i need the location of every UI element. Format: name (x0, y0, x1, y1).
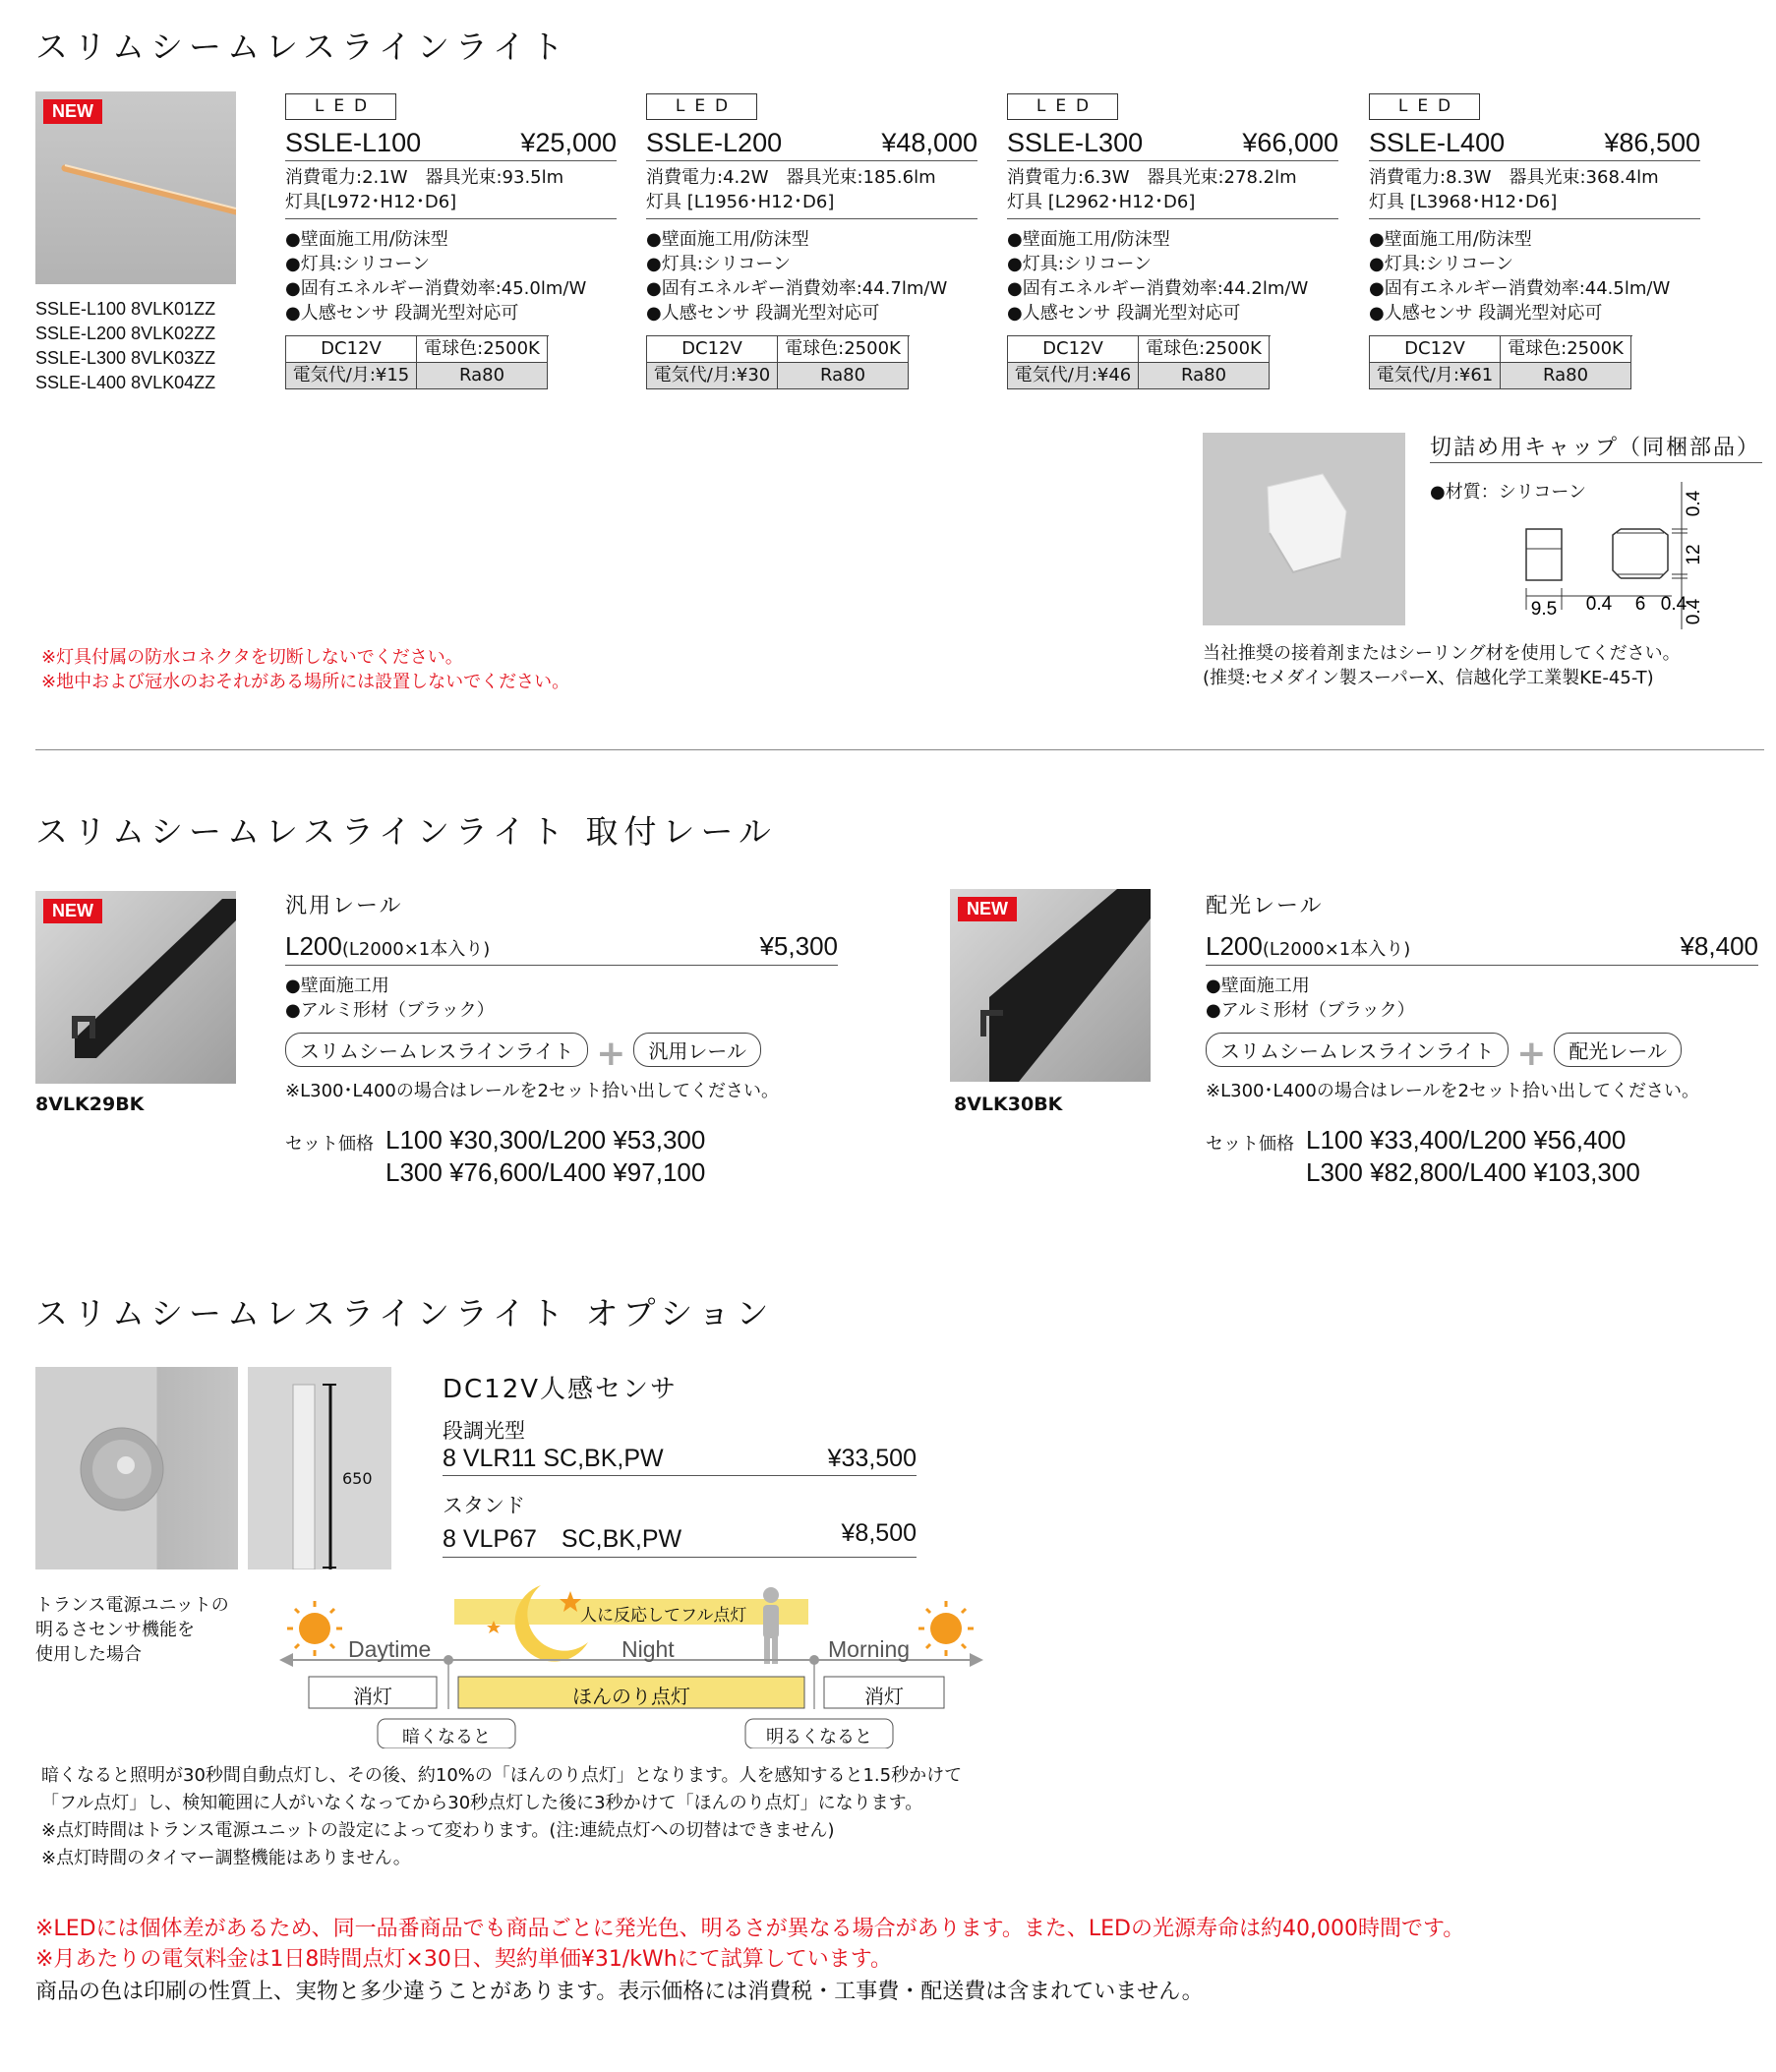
sensor-caption (35, 1593, 229, 1667)
cost-cell: 電気代/月:¥46 (1008, 363, 1139, 389)
feature-item: ●灯具:シリコーン (1007, 254, 1153, 274)
color-cell: 電球色:2500K (778, 336, 909, 363)
section-divider (35, 749, 1764, 750)
ra-cell: Ra80 (417, 363, 548, 389)
ra-cell: Ra80 (1139, 363, 1270, 389)
rail-model-row (285, 931, 838, 966)
night-label: Night (622, 1636, 675, 1662)
cost-cell: 電気代/月:¥61 (1370, 363, 1501, 389)
cap-photo (1203, 433, 1405, 625)
section-title-rail: スリムシームレスラインライト 取付レール (35, 812, 777, 851)
new-badge: NEW (958, 897, 1017, 921)
sensor-model: 8 VLR11 SC,BK,PW (443, 1445, 664, 1472)
cap-material: ●材質：シリコーン (1430, 482, 1586, 503)
stand-model: 8 VLP67 SC,BK,PW (443, 1525, 682, 1553)
voltage-cell: DC12V (286, 336, 417, 363)
sensor-title: DC12V人感センサ (443, 1375, 679, 1404)
spec-table (1007, 335, 1271, 389)
cap-dim-label: 0.4 (1684, 598, 1704, 625)
stand-price: ¥8,500 (841, 1519, 917, 1547)
combo-pill-rail: 配光レール (1554, 1033, 1682, 1067)
product-card-l200 (646, 93, 977, 389)
feature-item: ●壁面施工用 (285, 976, 389, 996)
cost-cell: 電気代/月:¥15 (286, 363, 417, 389)
caption-line: 明るさセンサ機能を (35, 1620, 195, 1640)
feature-item: ●灯具:シリコーン (646, 254, 792, 274)
warning-text: ※灯具付属の防水コネクタを切断しないでください。 (41, 647, 463, 668)
cap-dim-label: 0.4 (1660, 594, 1687, 615)
off-label: 消灯 (864, 1685, 904, 1708)
new-badge: NEW (43, 99, 102, 124)
feature-item: ●アルミ形材（ブラック） (285, 1000, 495, 1021)
product-code: SSLE-L200 8VLK02ZZ (35, 324, 216, 343)
set-price-label: セット価格 (1206, 1133, 1294, 1154)
model-price: ¥66,000 (1242, 128, 1338, 157)
cap-dim-label: 12 (1684, 544, 1704, 565)
led-tag: LED (1369, 93, 1480, 120)
plus-icon: + (1516, 1033, 1547, 1074)
sun-icon-right (918, 1601, 974, 1656)
feature-item: ●灯具:シリコーン (1369, 254, 1514, 274)
sensor-note: 暗くなると照明が30秒間自動点灯し、その後、約10%の「ほんのり点灯」となります。人を感知すると1.5秒かけて (41, 1765, 963, 1786)
set-price-line: L100 ¥30,300/L200 ¥53,300 (385, 1124, 706, 1154)
feature-item: ●壁面施工用/防沫型 (646, 229, 809, 250)
spec-size: 灯具 [L3968･H12･D6] (1369, 192, 1558, 212)
rail-note: ※L300･L400の場合はレールを2セット拾い出してください。 (1206, 1080, 1699, 1101)
led-tag: LED (646, 93, 757, 120)
set-price-line: L100 ¥33,400/L200 ¥56,400 (1306, 1124, 1627, 1154)
voltage-cell: DC12V (1008, 336, 1139, 363)
rail-code: 8VLK29BK (35, 1094, 145, 1115)
bright-trigger-label: 明るくなると (766, 1727, 872, 1747)
spec-size: 灯具 [L2962･H12･D6] (1007, 192, 1196, 212)
daytime-label: Daytime (348, 1636, 432, 1662)
installation-warnings (41, 645, 569, 694)
cost-cell: 電気代/月:¥30 (647, 363, 778, 389)
rail-qty: (L2000×1本入り) (341, 939, 491, 960)
caption-line: 使用した場合 (35, 1644, 142, 1665)
model-row (1007, 125, 1338, 161)
feature-list (1369, 218, 1700, 326)
ra-cell: Ra80 (1501, 363, 1631, 389)
color-cell: 電球色:2500K (1139, 336, 1270, 363)
rail-photo-general (35, 891, 236, 1084)
spec-power: 消費電力:4.2W 器具光束:185.6lm (646, 167, 936, 188)
set-price-line: L300 ¥82,800/L400 ¥103,300 (1306, 1156, 1640, 1187)
feature-item: ●固有エネルギー消費効率:44.5lm/W (1369, 278, 1671, 299)
person-icon (763, 1587, 779, 1664)
sensor-type: 段調光型 (443, 1419, 525, 1443)
spec-power: 消費電力:2.1W 器具光束:93.5lm (285, 167, 564, 188)
line-light-illustration (35, 91, 236, 284)
model-price: ¥86,500 (1604, 128, 1700, 157)
combo-pill-light: スリムシームレスラインライト (1206, 1033, 1509, 1067)
rail-name: 配光レール (1206, 894, 1324, 918)
rail-info-distribution (1206, 889, 1758, 1189)
sensor-note: ※点灯時間はトランス電源ユニットの設定によって変わります。(注:連続点灯への切替はできません) (41, 1820, 835, 1841)
sensor-info (443, 1369, 917, 1558)
stand-type: スタンド (443, 1494, 525, 1517)
feature-item: ●人感センサ 段調光型対応可 (646, 303, 880, 324)
model-row (646, 125, 977, 161)
feature-item: ●固有エネルギー消費効率:45.0lm/W (285, 278, 587, 299)
product-code: SSLE-L100 8VLK01ZZ (35, 299, 216, 319)
rail-model: L200 (285, 931, 342, 961)
sensor-notes (41, 1762, 962, 1872)
product-card-l400 (1369, 93, 1700, 389)
spec-size: 灯具[L972･H12･D6] (285, 192, 457, 212)
rail-model-row (1206, 931, 1758, 966)
footer-notes (35, 1914, 1464, 2010)
led-tag: LED (1007, 93, 1118, 120)
feature-list (646, 218, 977, 326)
rail-photo-light-distribution (950, 889, 1151, 1082)
feature-item: ●人感センサ 段調光型対応可 (1007, 303, 1241, 324)
product-photo-light (35, 91, 236, 284)
led-tag: LED (285, 93, 396, 120)
sensor-illustration (35, 1367, 238, 1569)
rail-qty: (L2000×1本入り) (1262, 939, 1411, 960)
sensor-photo (35, 1367, 238, 1569)
feature-item: ●壁面施工用 (1206, 976, 1310, 996)
new-badge: NEW (43, 899, 102, 923)
feature-item: ●アルミ形材（ブラック） (1206, 1000, 1415, 1021)
sensor-price: ¥33,500 (827, 1445, 917, 1472)
feature-item: ●固有エネルギー消費効率:44.7lm/W (646, 278, 948, 299)
model-row (285, 125, 617, 161)
footer-red-note: ※LEDには個体差があるため、同一品番商品でも商品ごとに発光色、明るさが異なる場合があります。また、LEDの光源寿命は約40,000時間です。 (35, 1917, 1465, 1941)
sun-icon-left (287, 1601, 342, 1656)
footer-note: 商品の色は印刷の性質上、実物と多少違うことがあります。表示価格には消費税・工事費・配送費は含まれていません。 (35, 1980, 1204, 2004)
stand-height: 650 (342, 1469, 373, 1488)
cap-dim-label: 0.4 (1585, 594, 1613, 615)
combo-pill-rail: 汎用レール (633, 1033, 761, 1067)
lighting-timeline-diagram (275, 1581, 983, 1748)
morning-label: Morning (828, 1636, 911, 1662)
spec-table (646, 335, 910, 389)
cap-dimension-drawing (1514, 472, 1741, 639)
model-name: SSLE-L200 (646, 128, 783, 157)
voltage-cell: DC12V (647, 336, 778, 363)
warning-text: ※地中および冠水のおそれがある場所には設置しないでください。 (41, 672, 570, 692)
rail-code: 8VLK30BK (954, 1094, 1063, 1115)
rail-price: ¥5,300 (759, 931, 838, 961)
cap-note: 当社推奨の接着剤またはシーリング材を使用してください。 (1203, 643, 1681, 664)
combo-pill-light: スリムシームレスラインライト (285, 1033, 588, 1067)
ra-cell: Ra80 (778, 363, 909, 389)
sensor-note: ※点灯時間のタイマー調整機能はありません。 (41, 1848, 411, 1868)
cap-title: 切詰め用キャップ（同梱部品） (1430, 436, 1761, 460)
model-name: SSLE-L400 (1369, 128, 1506, 157)
feature-item: ●人感センサ 段調光型対応可 (1369, 303, 1603, 324)
off-label: 消灯 (353, 1685, 392, 1708)
cap-dim-label: 9.5 (1530, 599, 1558, 620)
sensor-note: 「フル点灯」し、検知範囲に人がいなくなってから30秒点灯した後に3秒かけて「ほんのり点灯」になります。 (41, 1793, 923, 1813)
feature-list (285, 218, 617, 326)
spec-table (285, 335, 549, 389)
full-light-banner: 人に反応してフル点灯 (580, 1606, 747, 1626)
caption-line: トランス電源ユニットの (35, 1595, 229, 1616)
spec-size: 灯具 [L1956･H12･D6] (646, 192, 835, 212)
feature-item: ●壁面施工用/防沫型 (1007, 229, 1170, 250)
section-title-light: スリムシームレスラインライト (35, 28, 570, 66)
spec-power: 消費電力:6.3W 器具光束:278.2lm (1007, 167, 1297, 188)
product-card-l100 (285, 93, 617, 389)
set-price-line: L300 ¥76,600/L400 ¥97,100 (385, 1156, 706, 1187)
voltage-cell: DC12V (1370, 336, 1501, 363)
rail-name: 汎用レール (285, 894, 403, 918)
spec-table (1369, 335, 1632, 389)
feature-item: ●灯具:シリコーン (285, 254, 431, 274)
feature-item: ●壁面施工用/防沫型 (1369, 229, 1532, 250)
section-title-option: スリムシームレスラインライト オプション (35, 1294, 775, 1332)
cap-title-rule (1430, 462, 1762, 463)
set-price-label: セット価格 (285, 1133, 374, 1154)
model-row (1369, 125, 1700, 161)
rail-info-general (285, 889, 838, 1189)
plus-icon: + (596, 1033, 626, 1074)
color-cell: 電球色:2500K (1501, 336, 1631, 363)
rail-note: ※L300･L400の場合はレールを2セット拾い出してください。 (285, 1080, 779, 1101)
spec-power: 消費電力:8.3W 器具光束:368.4lm (1369, 167, 1659, 188)
feature-item: ●固有エネルギー消費効率:44.2lm/W (1007, 278, 1309, 299)
stand-illustration (248, 1367, 391, 1569)
stand-photo (248, 1367, 391, 1569)
dark-trigger-label: 暗くなると (402, 1727, 491, 1747)
feature-item: ●壁面施工用/防沫型 (285, 229, 448, 250)
color-cell: 電球色:2500K (417, 336, 548, 363)
model-name: SSLE-L300 (1007, 128, 1144, 157)
cap-notes (1203, 641, 1681, 690)
stand-model-row (443, 1519, 917, 1558)
feature-item: ●人感センサ 段調光型対応可 (285, 303, 519, 324)
sensor-model-row (443, 1445, 917, 1476)
cap-note: (推奨:セメダイン製スーパーX、信越化学工業製KE-45-T) (1203, 668, 1654, 688)
product-card-l300 (1007, 93, 1338, 389)
dim-light-label: ほんのり点灯 (572, 1685, 690, 1708)
footer-red-note: ※月あたりの電気料金は1日8時間点灯×30日、契約単価¥31/kWhにて試算しています。 (35, 1947, 892, 1972)
rail-model: L200 (1206, 931, 1263, 961)
feature-list (1007, 218, 1338, 326)
rail-price: ¥8,400 (1680, 931, 1758, 961)
model-price: ¥25,000 (520, 128, 617, 157)
product-code: SSLE-L400 8VLK04ZZ (35, 373, 216, 392)
cap-dim-label: 6 (1634, 594, 1646, 615)
model-name: SSLE-L100 (285, 128, 422, 157)
product-code-list (35, 297, 215, 395)
cap-dim-label: 0.4 (1684, 490, 1704, 517)
product-code: SSLE-L300 8VLK03ZZ (35, 348, 216, 368)
model-price: ¥48,000 (881, 128, 977, 157)
cap-illustration (1203, 433, 1405, 625)
